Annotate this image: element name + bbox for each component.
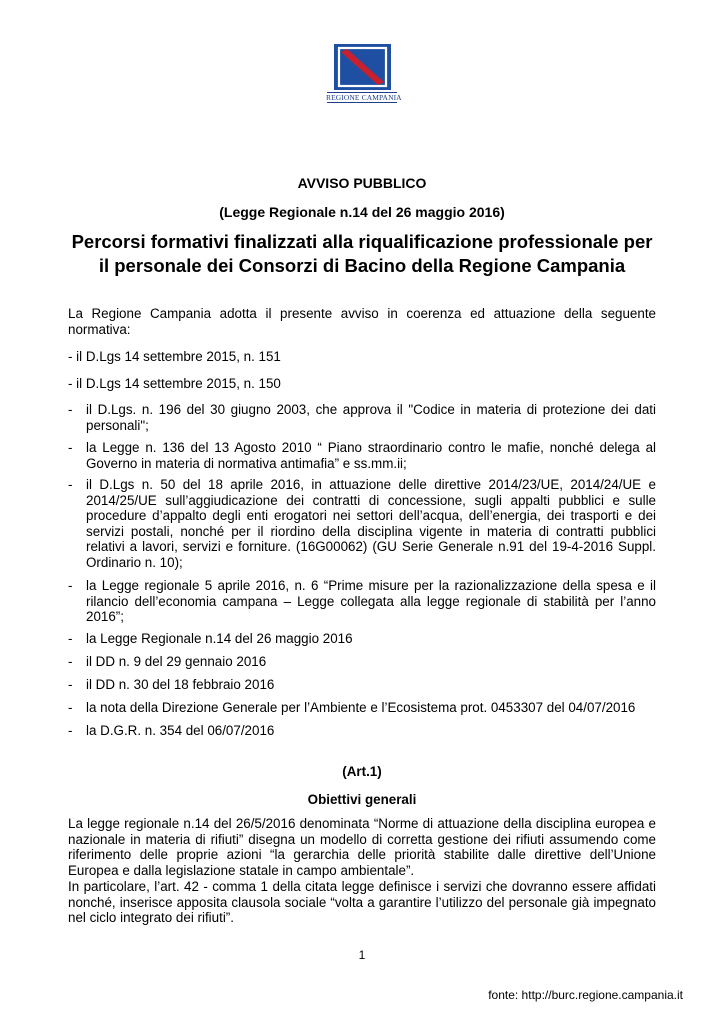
list-item-text: il D.Lgs n. 50 del 18 aprile 2016, in attuazione delle direttive 2014/23/UE, 2014/24/UE e 2014/25/UE sull’aggiudicazione dei contratti di concessione, sugli appalti pubblici e sulle procedure d’appalto degli enti erogatori nei settori dell’acqua, dell’energia, dei trasporti e dei servizi postali, nonché per il riordino della disciplina vigente in materia di contratti pubblici relativi a lavori, servizi e forniture. (16G00062) (GU Serie Generale n.91 del 19-4-2016 Suppl. Ordinario n. 10);: [86, 477, 656, 570]
plain-item-dlgs-150: - il D.Lgs 14 settembre 2015, n. 150: [68, 376, 281, 391]
list-item-text: la Legge Regionale n.14 del 26 maggio 2016: [86, 631, 353, 646]
list-item-text: il DD n. 9 del 29 gennaio 2016: [86, 654, 267, 669]
article-title: Obiettivi generali: [307, 792, 417, 807]
list-item: [68, 654, 656, 670]
article-paragraph: La legge regionale n.14 del 26/5/2016 denominata “Norme di attuazione della disciplina europea e nazionale in materia di rifiuti” disegna un modello di corretta gestione dei rifiuti assumendo come riferimento delle proprie azioni “la gerarchia delle priorità stabilite dalle direttive dell’Unione Europea e dalla legislazione statale in campo ambientale”.: [68, 816, 656, 878]
list-item: [68, 477, 656, 571]
list-item-text: la Legge regionale 5 aprile 2016, n. 6 “Prime misure per la razionalizzazione della spesa e il rilancio dell’economia campana – Legge collegata alla legge regionale di stabilità per l’anno 2016”;: [86, 578, 656, 625]
list-dash: -: [68, 700, 73, 715]
coat-of-arms-icon: [334, 44, 391, 90]
list-item: [68, 578, 656, 625]
list-dash: -: [68, 440, 73, 455]
list-dash: -: [68, 477, 73, 492]
article-number: (Art.1): [342, 764, 382, 779]
list-item-text: la Legge n. 136 del 13 Agosto 2010 “ Piano straordinario contro le mafie, nonché delega al Governo in materia di normativa antimafia” e ss.mm.ii;: [86, 440, 656, 471]
list-dash: -: [68, 677, 73, 692]
list-item-text: il DD n. 30 del 18 febbraio 2016: [86, 677, 275, 692]
list-item: [68, 677, 656, 693]
footer-source: fonte: http://burc.regione.campania.it: [488, 988, 683, 1002]
plain-item-dlgs-151: - il D.Lgs 14 settembre 2015, n. 151: [68, 349, 281, 364]
avviso-heading: AVVISO PUBBLICO: [297, 175, 427, 191]
list-item: [68, 440, 656, 471]
list-item: [68, 402, 656, 433]
list-item: [68, 723, 656, 739]
document-title: Percorsi formativi finalizzati alla riqualificazione professionale per il personale dei Consorzi di Bacino della Regione Campania: [71, 231, 653, 276]
list-item-text: la D.G.R. n. 354 del 06/07/2016: [86, 723, 275, 738]
article-paragraph: In particolare, l’art. 42 - comma 1 della citata legge definisce i servizi che dovranno essere affidati nonché, inserisce apposita clausola sociale “volta a garantire l’utilizzo del personale già impegnato nel ciclo integrato dei rifiuti”.: [68, 879, 656, 926]
intro-paragraph: La Regione Campania adotta il presente avviso in coerenza ed attuazione della seguente normativa:: [68, 306, 656, 337]
list-dash: -: [68, 723, 73, 738]
regione-campania-logo: [326, 44, 402, 108]
list-dash: -: [68, 654, 73, 669]
list-item-text: la nota della Direzione Generale per l’Ambiente e l’Ecosistema prot. 0453307 del 04/07/2016: [86, 700, 636, 715]
list-item: [68, 631, 656, 647]
list-item-text: il D.Lgs. n. 196 del 30 giugno 2003, che approva il "Codice in materia di protezione dei dati personali";: [86, 402, 656, 433]
legge-subheading: (Legge Regionale n.14 del 26 maggio 2016): [219, 204, 505, 220]
logo-text: REGIONE CAMPANIA: [326, 93, 402, 102]
list-dash: -: [68, 578, 73, 593]
list-dash: -: [68, 631, 73, 646]
list-item: [68, 700, 656, 716]
list-dash: -: [68, 402, 73, 417]
page-number: 1: [358, 948, 366, 962]
logo-rule-bottom: [327, 102, 397, 103]
